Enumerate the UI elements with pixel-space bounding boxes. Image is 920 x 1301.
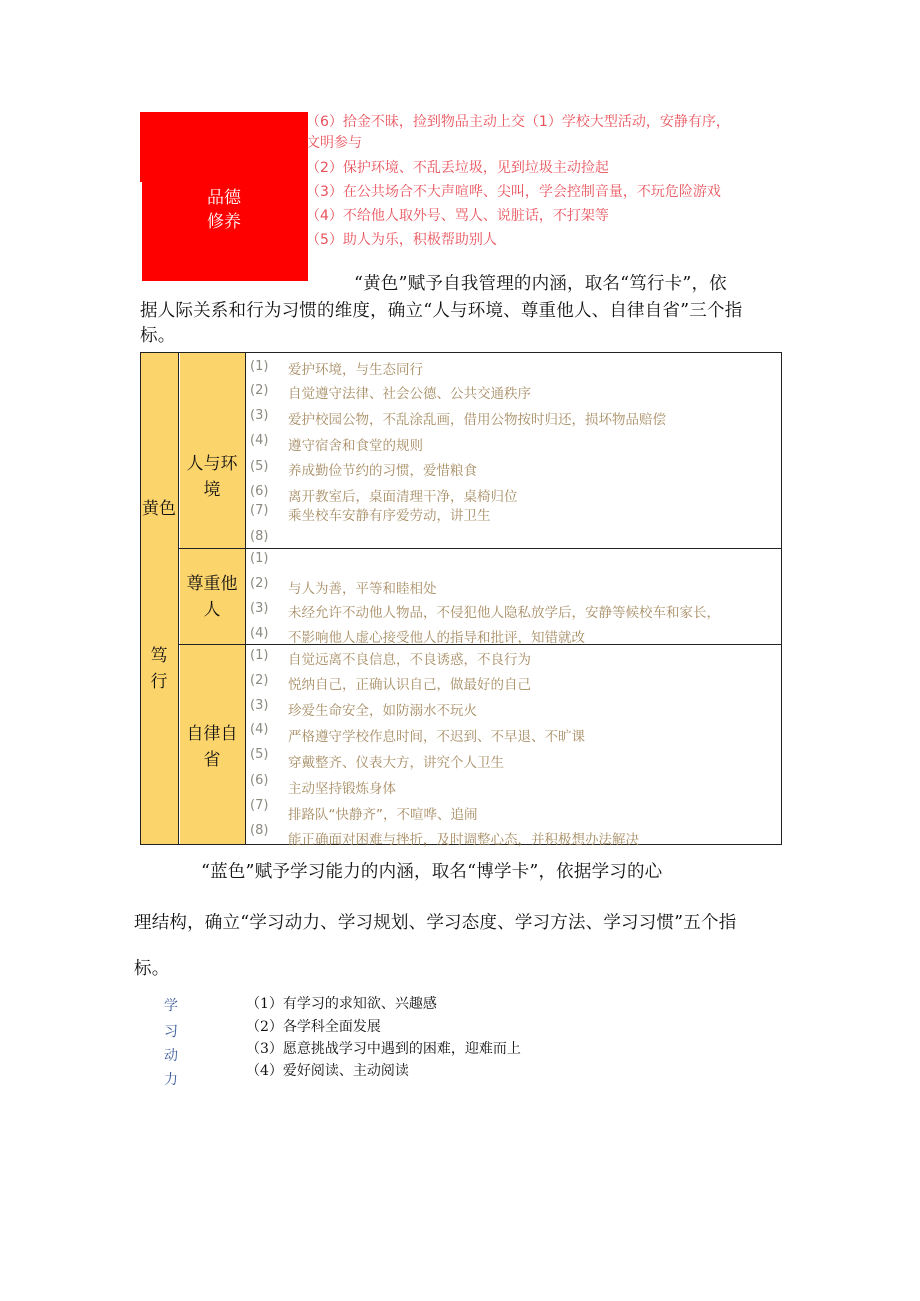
- item-text: 严格遵守学校作息时间，不迟到、不早退、不旷课: [288, 729, 585, 745]
- item-text: 离开教室后，桌面清理干净，桌椅归位: [288, 489, 518, 505]
- item-number: (4): [250, 722, 269, 737]
- item-number: (3): [250, 408, 269, 423]
- item-number: (2): [250, 673, 269, 688]
- item-number: (8): [250, 529, 269, 544]
- yellow-intro-line: “黄色”赋予自我管理的内涵，取名“笃行卡”，依: [354, 274, 727, 294]
- item-text: 养成勤俭节约的习惯，爱惜粮食: [288, 463, 477, 479]
- item-text: 能正确面对困难与挫折，及时调整心态，并积极想办法解决: [288, 832, 639, 848]
- learning-label-char: 学: [164, 998, 178, 1014]
- item-number: (1): [250, 648, 269, 663]
- card-label-char: 行: [150, 672, 168, 692]
- item-number: (7): [250, 798, 269, 813]
- learning-item: （3）愿意挑战学习中遇到的困难，迎难而上: [246, 1041, 521, 1057]
- category-self-discipline: 自律自 省: [186, 724, 238, 770]
- blue-intro-line: 标。: [134, 959, 170, 979]
- item-text: 悦纳自己，正确认识自己，做最好的自己: [288, 677, 531, 693]
- yellow-intro-line: 据人际关系和行为习惯的维度，确立“人与环境、尊重他人、自律自省”三个指: [140, 301, 743, 321]
- moral-label: 品德 修养: [207, 188, 241, 232]
- item-text: 爱护校园公物，不乱涂乱画，借用公物按时归还，损坏物品赔偿: [288, 412, 666, 428]
- learning-label-char: 力: [164, 1072, 178, 1088]
- item-text: 自觉远离不良信息，不良诱惑，不良行为: [288, 652, 531, 668]
- item-text: 未经允许不动他人物品，不侵犯他人隐私放学后，安静等候校车和家长，: [288, 605, 720, 621]
- item-text: 穿戴整齐、仪表大方，讲究个人卫生: [288, 755, 504, 771]
- learning-item: （1）有学习的求知欲、兴趣感: [246, 996, 437, 1012]
- learning-label-char: 动: [164, 1048, 178, 1064]
- item-text: 自觉遵守法律、社会公德、公共交通秩序: [288, 386, 531, 402]
- color-label: 黄色: [142, 499, 176, 519]
- item-text: 乘坐校车安静有序爱劳动，讲卫生: [288, 508, 491, 524]
- blue-intro-line: 理结构，确立“学习动力、学习规划、学习态度、学习方法、学习习惯”五个指: [134, 913, 737, 933]
- item-text: 与人为善，平等和睦相处: [288, 581, 437, 597]
- moral-item: 文明参与: [306, 135, 362, 151]
- habit-table: [140, 352, 782, 848]
- item-number: (6): [250, 484, 269, 499]
- item-text: 遵守宿舍和食堂的规则: [288, 438, 423, 454]
- moral-label-block: [140, 112, 308, 281]
- item-number: (6): [250, 773, 269, 788]
- moral-item: （5）助人为乐，积极帮助别人: [306, 232, 497, 248]
- moral-item: （6）拾金不昧，捡到物品主动上交（1）学校大型活动，安静有序，: [306, 114, 730, 130]
- item-number: (3): [250, 698, 269, 713]
- item-text: 排路队“快静齐”，不喧哗、追闹: [288, 807, 478, 823]
- item-number: (1): [250, 551, 269, 566]
- item-number: (8): [250, 823, 269, 838]
- item-number: (1): [250, 359, 269, 374]
- item-number: (3): [250, 601, 269, 616]
- learning-item: （4）爱好阅读、主动阅读: [246, 1063, 409, 1079]
- card-label-char: 笃: [150, 646, 168, 666]
- moral-item: （4）不给他人取外号、骂人、说脏话，不打架等: [306, 208, 609, 224]
- category-respect: 尊重他 人: [186, 574, 238, 620]
- item-text: 珍爱生命安全，如防溺水不玩火: [288, 703, 477, 719]
- item-number: (7): [250, 503, 269, 518]
- learning-label-char: 习: [164, 1024, 178, 1040]
- item-number: (4): [250, 626, 269, 641]
- blue-intro-line: “蓝色”赋予学习能力的内涵，取名“博学卡”，依据学习的心: [201, 862, 663, 882]
- item-number: (5): [250, 747, 269, 762]
- item-number: (4): [250, 433, 269, 448]
- moral-item: （3）在公共场合不大声喧哗、尖叫，学会控制音量，不玩危险游戏: [306, 184, 721, 200]
- item-text: 主动坚持锻炼身体: [288, 781, 396, 797]
- item-number: (2): [250, 576, 269, 591]
- item-text: 爱护环境，与生态同行: [288, 362, 423, 378]
- learning-item: （2）各学科全面发展: [246, 1019, 381, 1035]
- moral-item: （2）保护环境、不乱丢垃圾，见到垃圾主动捡起: [306, 160, 609, 176]
- category-environment: 人与环 境: [186, 454, 238, 500]
- item-number: (2): [250, 383, 269, 398]
- yellow-intro-line: 标。: [140, 326, 176, 346]
- item-text: 不影响他人虚心接受他人的指导和批评，知错就改: [288, 630, 585, 646]
- item-number: (5): [250, 459, 269, 474]
